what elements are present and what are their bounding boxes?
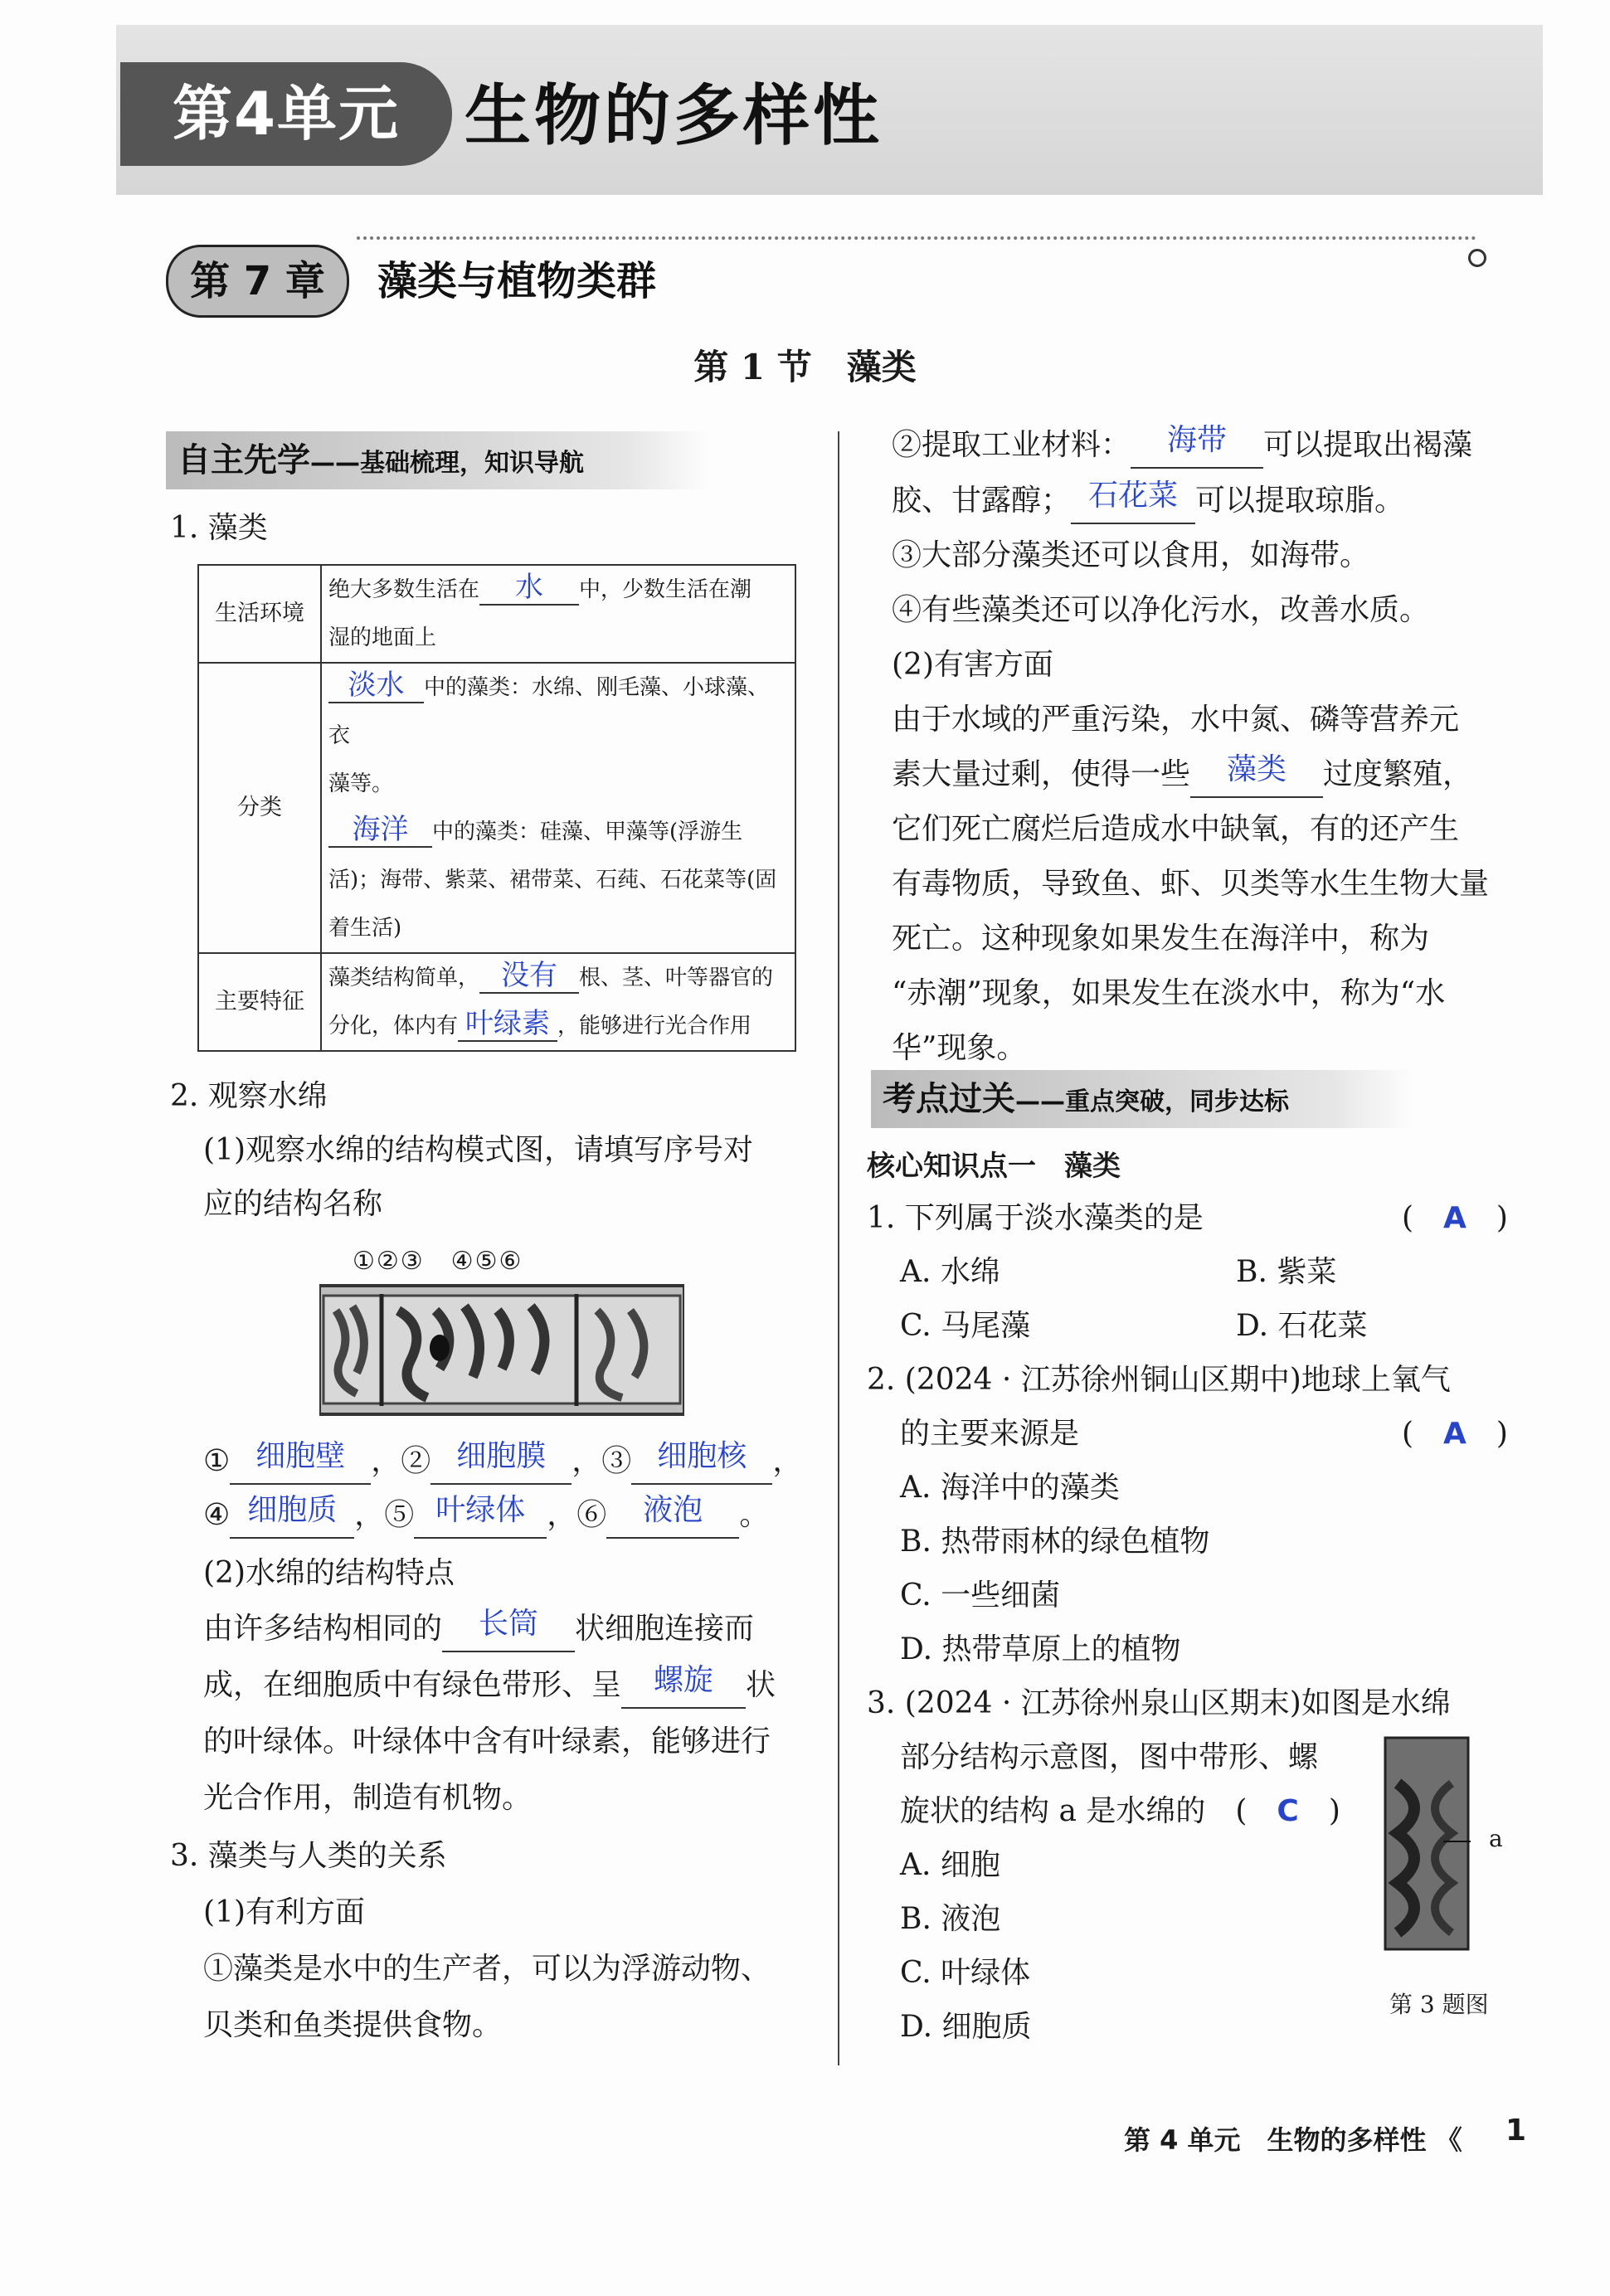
num: ① [203,1444,231,1478]
option: D. 热带草原上的植物 [900,1632,1181,1666]
para-line: ①藻类是水中的生产者，可以为浮游动物、 [203,1952,771,1986]
answer-blank: 螺旋 [621,1654,746,1709]
table-text: 中的藻类：水绵、刚毛藻、小球藻、衣 [328,675,770,748]
q3-heading: 3. 藻类与人类的关系 [170,1839,447,1873]
banner-sub: ——重点突破，同步达标 [1015,1087,1289,1116]
q2-answers-line2 [203,1489,769,1544]
q2-1-line2: 应的结构名称 [203,1187,383,1221]
num: ，③ [572,1444,632,1478]
table-head: 生活环境 [198,565,321,663]
para-line: 的叶绿体。叶绿体中含有叶绿素，能够进行 [203,1724,771,1758]
right-line [892,474,1404,529]
option: C. 马尾藻 [900,1309,1031,1343]
option: C. 一些细菌 [900,1578,1061,1613]
q3-1-heading: (1)有利方面 [203,1895,365,1929]
table-text: 根、茎、叶等器官的 [579,966,774,990]
right-line [892,748,1472,803]
text: 胶、甘露醇； [892,484,1072,518]
option: A. 水绵 [900,1255,1000,1289]
q1-heading: 1. 藻类 [170,511,268,545]
option: B. 液泡 [900,1902,1001,1936]
question-2-line2: 的主要来源是 [900,1417,1080,1451]
option: A. 海洋中的藻类 [900,1471,1120,1505]
table-text: 绝大多数生活在 [328,577,480,602]
question-3-line2: 部分结构示意图，图中带形、螺 [900,1740,1319,1774]
answer-blank: 细胞壁 [230,1430,371,1485]
answer-blank: 细胞核 [631,1430,772,1485]
text: 素大量过剩，使得一些 [892,757,1191,791]
q2-answers-line1 [203,1435,802,1490]
question-1: 1. 下列属于淡水藻类的是 [867,1201,1204,1235]
option: A. 细胞 [900,1848,1000,1882]
option: B. 紫菜 [1236,1255,1337,1289]
right-line: ④有些藻类还可以净化污水，改善水质。 [892,593,1430,627]
q3-figure [1381,1734,1485,1953]
question-3-line3: 旋状的结构 a 是水绵的 ( C ) [900,1794,1340,1828]
unit-title: 生物的多样性 [465,77,883,154]
unit-tag: 第4单元 [120,62,452,166]
spirogyra-figure [319,1277,684,1423]
table-text: 中的藻类：硅藻、甲藻等(浮游生 [432,820,743,844]
right-line [892,419,1472,474]
text: 成，在细胞质中有绿色带形、呈 [203,1668,622,1702]
answer-blank: 细胞质 [230,1484,354,1539]
num: ④ [203,1498,231,1532]
num: ，⑥ [547,1498,607,1532]
q2-2-heading: (2)水绵的结构特点 [203,1556,455,1590]
q2-heading: 2. 观察水绵 [170,1079,328,1113]
question-3: 3. (2024 · 江苏徐州泉山区期末)如图是水绵 [867,1686,1451,1720]
chapter-title: 藻类与植物类群 [377,258,657,304]
page-number: 1 [1505,2114,1527,2148]
answer-blank: 石花菜 [1071,469,1195,524]
right-line: ③大部分藻类还可以食用，如海带。 [892,538,1370,572]
table-head: 主要特征 [198,953,321,1051]
right-line: 它们死亡腐烂后造成水中缺氧，有的还产生 [892,812,1460,846]
text: 由许多结构相同的 [203,1612,443,1646]
text: 可以提取琼脂。 [1195,484,1405,518]
table-text: 活)；海带、紫菜、裙带菜、石莼、石花菜等(固 [328,868,777,893]
footer-text: 第 4 单元 生物的多样性 《 [1124,2124,1462,2156]
banner-main: 自主先学 [178,440,310,479]
right-line: 有毒物质，导致鱼、虾、贝类等水生生物大量 [892,867,1490,901]
answer-blank: 藻类 [1190,743,1323,798]
figure-numbers: ①②③ ④⑤⑥ [353,1247,523,1276]
num: ，② [371,1444,431,1478]
table-head: 分类 [198,663,321,953]
algae-table [197,564,796,1052]
option: B. 热带雨林的绿色植物 [900,1525,1210,1559]
table-row [198,565,795,663]
table-text: 藻等。 [328,771,394,796]
choice-answer: A [1443,1201,1467,1235]
table-text: 分化，体内有 [328,1014,459,1039]
choice-answer: A [1443,1417,1467,1451]
answer-paren: ( A ) [1402,1201,1508,1235]
option: D. 石花菜 [1236,1309,1368,1343]
table-text: ，能够进行光合作用 [557,1014,752,1039]
text: 过度繁殖， [1323,757,1473,791]
num: ， [772,1444,803,1478]
text: 状 [746,1668,776,1702]
option: C. 叶绿体 [900,1956,1031,1990]
right-line: “赤潮”现象，如果发生在淡水中，称为“水 [892,976,1446,1010]
figure-label: a [1489,1825,1503,1852]
para-line: 贝类和鱼类提供食物。 [203,2008,503,2042]
circle-ornament-icon [1468,249,1486,267]
answer-blank: 细胞膜 [430,1430,572,1485]
answer-blank: 叶绿素 [458,1007,557,1042]
text: 旋状的结构 a 是水绵的 [900,1794,1206,1828]
table-text: 湿的地面上 [328,625,437,650]
para-line [203,1659,776,1714]
choice-answer: C [1277,1794,1299,1828]
text: 可以提取出褐藻 [1263,428,1473,462]
answer-blank: 淡水 [328,669,424,703]
self-study-banner [166,431,708,489]
chapter-tag: 第 7 章 [166,245,349,318]
q2-1-line1: (1)观察水绵的结构模式图，请填写序号对 [203,1133,753,1167]
num: ，⑤ [354,1498,415,1532]
knowledge-point: 核心知识点一 藻类 [867,1150,1121,1183]
figure-caption: 第 3 题图 [1389,1991,1489,2018]
answer-blank: 水 [479,571,579,606]
table-text: 藻类结构简单， [328,966,480,990]
section-title: 第 1 节 藻类 [693,347,917,387]
answer-blank: 长筒 [442,1598,575,1652]
right-line: 华”现象。 [892,1031,1027,1065]
banner-sub: ——基础梳理，知识导航 [310,449,584,478]
answer-blank: 海洋 [328,813,432,848]
num: 。 [739,1498,770,1532]
checkpoint-banner [871,1070,1413,1128]
text: 状细胞连接而 [575,1612,755,1646]
column-divider [838,431,839,2065]
table-row [198,953,795,1051]
table-text: 中，少数生活在潮 [579,577,752,602]
answer-blank: 海带 [1131,414,1263,469]
banner-main: 考点过关 [883,1079,1015,1118]
table-text: 着生活) [328,916,402,941]
option: D. 细胞质 [900,2010,1032,2044]
right-line: (2)有害方面 [892,648,1053,682]
answer-blank: 叶绿体 [414,1484,547,1539]
table-row [198,663,795,953]
para-line: 光合作用，制造有机物。 [203,1781,533,1815]
answer-blank: 没有 [479,959,579,994]
answer-paren: ( A ) [1402,1417,1508,1451]
para-line [203,1603,754,1657]
text: ②提取工业材料： [892,428,1131,462]
question-2: 2. (2024 · 江苏徐州铜山区期中)地球上氧气 [867,1363,1451,1397]
right-line: 死亡。这种现象如果发生在海洋中，称为 [892,922,1430,956]
answer-blank: 液泡 [606,1484,739,1539]
right-line: 由于水域的严重污染，水中氮、磷等营养元 [892,703,1460,737]
